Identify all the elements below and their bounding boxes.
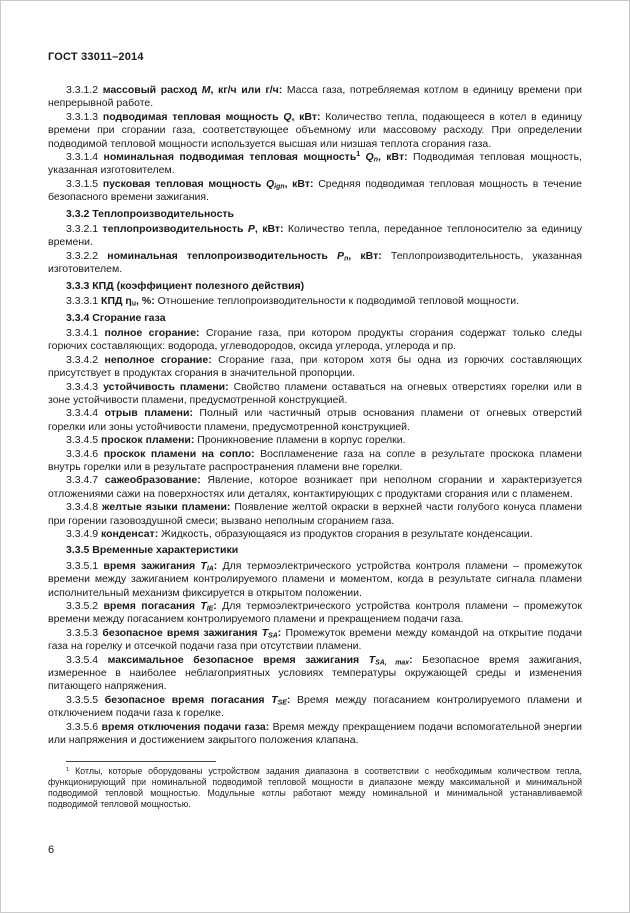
text-segment: Для термоэлектрического устройства контроля пламени – промежуток времени между погасанием контролируемого пламени и прекращением подачи газа. [48, 600, 582, 626]
text-segment: отрыв пламени: [104, 407, 200, 420]
text-segment: 3.3.4.4 [66, 407, 105, 420]
subscript-text: IE [206, 605, 214, 613]
text-segment: Q [266, 177, 275, 190]
text-segment: 3.3.1.2 [66, 84, 103, 96]
definition-paragraph [48, 474, 582, 501]
text-segment: М [201, 84, 211, 96]
text-segment: 3.3.1.4 [66, 151, 104, 164]
text-segment: 3.3.1.3 [66, 110, 103, 123]
text-segment: 3.3.5.3 [66, 626, 103, 639]
text-segment: , кВт: [348, 249, 391, 262]
subscript-text: SA, max [375, 659, 410, 667]
text-segment: , кВт: [377, 151, 414, 164]
text-segment: Жидкость, образующаяся из продуктов сгорания в результате конденсации. [161, 528, 533, 540]
text-segment: , кг/ч или г/ч: [210, 84, 287, 96]
text-segment: Появление желтой окраски в верхней части голубого конуса пламени при горении газовоздушной смеси; вызвано неполным сгоранием газа. [48, 501, 583, 527]
text-segment: полное сгорание: [104, 326, 206, 339]
text-segment: Р [337, 249, 345, 262]
text-segment: Полный или частичный отрыв основания пламени от огневых отверстий горелки или зоны устойчивости пламени, предусмотренной конструкцией. [48, 407, 583, 433]
text-segment: 3.3.2 Теплопроизводительность [66, 207, 235, 220]
definition-paragraph [48, 654, 582, 694]
definition-paragraph [48, 178, 582, 205]
text-segment: 3.3.2.2 [66, 249, 108, 262]
text-segment: Проникновение пламени в корпус горелки. [197, 434, 406, 447]
text-segment: время зажигания [103, 559, 201, 572]
text-segment: T [200, 600, 207, 613]
text-segment: желтые языки пламени: [102, 501, 235, 514]
text-segment: 3.3.5.6 [66, 720, 102, 733]
text-segment: Количество тепла, подающееся в котел в единицу времени при сгорании газа, соответствующее объемному или массовому расходу. При определении подводимой тепловой мощности используется высшая или низшая теплота сгорания газа. [48, 110, 583, 150]
text-segment: Котлы, которые оборудованы устройством задания диапазона в соответствии с необходимым количеством тепла, функционирующий при номинальной подводимой тепловой мощности в диапазоне между максимальной и минимальной подводимой тепловой мощностью. Модульные котлы работают между номинальной и минимальной устанавливаемой подводимой тепловой мощностью. [48, 765, 582, 809]
text-segment: : [213, 559, 223, 572]
text-segment: 3.3.4.6 [66, 447, 104, 460]
definition-paragraph [48, 528, 582, 541]
subscript-text: n [344, 255, 349, 263]
definition-paragraph [48, 354, 582, 381]
definition-paragraph [48, 501, 582, 528]
text-segment: Масса газа, потребляемая котлом в единицу времени при непрерывной работе. [48, 84, 583, 110]
footnote-divider [66, 761, 216, 762]
text-segment: Теплопроизводительность, указанная изготовителем. [48, 249, 583, 276]
text-segment: Р [247, 223, 255, 236]
text-segment: Безопасное время зажигания, измеренное в наиболее неблагоприятных условиях температуры окружающей среды и изменения питающего напряжения. [48, 653, 582, 693]
document-body [48, 84, 582, 748]
text-segment: 3.3.5 Временные характеристики [66, 544, 239, 557]
definition-paragraph [48, 448, 582, 475]
text-segment: Отношение теплопроизводительности к подводимой тепловой мощности. [157, 295, 519, 308]
page-number: 6 [48, 844, 55, 856]
text-segment: : [213, 600, 223, 613]
text-segment: Воспламенение газа на сопле в результате проскока пламени внутрь горелки или в результате распространения пламени вне горелки. [48, 447, 582, 473]
subscript-text: n [373, 156, 378, 164]
text-segment: 3.3.3 КПД (коэффициент полезного действия) [66, 279, 305, 292]
text-segment: T [200, 559, 207, 572]
text-segment: сажеобразование: [104, 474, 208, 487]
document-title: ГОСТ 33011–2014 [48, 51, 144, 63]
text-segment: T [261, 626, 269, 639]
text-segment: : [286, 693, 298, 706]
superscript-marker: 1 [66, 766, 70, 773]
text-segment: 3.3.4.2 [66, 353, 105, 366]
text-segment: Свойство пламени оставаться на огневых отверстиях горелки или в зоне устойчивости пламени, предусмотренной конструкцией. [48, 380, 582, 406]
text-segment: : [409, 653, 423, 666]
text-segment: неполное сгорание: [104, 353, 219, 366]
text-segment: , %: [136, 295, 158, 308]
text-segment: Явление, которое возникает при неполном сгорании и характеризуется отложениями сажи на поверхностях или деталях, контактирующих с продуктами сгорания или с пламенем. [48, 474, 583, 500]
footnote-text [48, 766, 582, 810]
text-segment: номинальная теплопроизводительность [107, 249, 338, 262]
text-segment: 3.3.3.1 [66, 295, 102, 308]
definition-paragraph [48, 560, 582, 600]
text-segment: 3.3.4.3 [66, 380, 104, 393]
text-segment: 3.3.4.7 [66, 474, 105, 487]
definition-paragraph [48, 84, 582, 111]
text-segment: время отключения подачи газа: [101, 720, 273, 733]
text-segment: 3.3.2.1 [66, 223, 103, 236]
text-segment: безопасное время погасания [104, 693, 272, 706]
subscript-text: SE [277, 699, 287, 707]
text-segment: 3.3.4.9 [66, 528, 102, 540]
text-segment: 3.3.4.5 [66, 434, 102, 447]
text-segment: : [277, 626, 286, 639]
text-segment: Q [365, 151, 374, 164]
definition-paragraph [48, 381, 582, 408]
text-segment: массовый расход [102, 84, 202, 96]
text-segment: Количество тепла, переданное теплоносителю за единицу времени. [48, 223, 582, 249]
text-segment: безопасное время зажигания [102, 626, 262, 639]
definition-paragraph [48, 250, 582, 277]
text-segment: 3.3.5.2 [66, 600, 104, 613]
text-segment: 3.3.4 Сгорание газа [66, 311, 166, 324]
definition-paragraph [48, 694, 582, 721]
text-segment: Q [283, 110, 292, 123]
text-segment: T [271, 693, 278, 706]
subscript-text: IA [206, 565, 214, 573]
definition-paragraph [48, 295, 582, 308]
section-heading [48, 208, 582, 221]
text-segment: , кВт: [254, 223, 288, 236]
text-segment: подводимая тепловая мощность [102, 110, 284, 123]
text-segment: номинальная подводимая тепловая мощность [103, 151, 357, 164]
definition-paragraph [48, 434, 582, 447]
subscript-text: u [131, 300, 137, 308]
text-segment: 3.3.1.5 [66, 177, 103, 190]
definition-paragraph [48, 721, 582, 748]
text-segment: Сгорание газа, при котором продукты сгорания содержат только следы горючих составляющих: водорода, углеводородов, оксида углерода, углерода и пр. [48, 326, 582, 353]
text-segment: Промежуток времени между командой на открытие подачи газа на горелку и отсечкой подачи газа при отсутствии пламени. [48, 626, 582, 653]
text-segment: 3.3.4.1 [66, 326, 105, 339]
text-segment: 3.3.5.4 [66, 653, 108, 666]
definition-paragraph [48, 407, 582, 434]
text-segment: теплопроизводительность [102, 223, 248, 236]
text-segment: T [368, 653, 376, 666]
definition-paragraph [48, 600, 582, 627]
definition-paragraph [48, 627, 582, 654]
definition-paragraph [48, 327, 582, 354]
superscript-marker: 1 [356, 151, 361, 159]
text-segment: время погасания [103, 600, 201, 613]
section-heading [48, 312, 582, 325]
definition-paragraph [48, 223, 582, 250]
text-segment: проскок пламени: [101, 434, 198, 447]
text-segment: проскок пламени на сопло: [103, 447, 261, 460]
text-segment: конденсат: [101, 528, 162, 540]
text-segment: 3.3.5.5 [66, 693, 105, 706]
subscript-text: ign [274, 183, 285, 191]
text-segment: максимальное безопасное время зажигания [107, 653, 369, 666]
section-heading [48, 544, 582, 557]
text-segment: Сгорание газа, при котором хотя бы одна из горючих составляющих присутствует в продуктах сгорания в значительной пропорции. [48, 353, 583, 380]
definition-paragraph [48, 111, 582, 151]
text-segment: Подводимая тепловая мощность, указанная изготовителем. [48, 151, 582, 177]
text-segment: 3.3.4.8 [66, 501, 103, 514]
subscript-text: SA [268, 632, 278, 640]
section-heading [48, 280, 582, 293]
text-segment: 3.3.5.1 [66, 559, 104, 572]
text-segment: Время между погасанием контролируемого пламени и отключением подачи газа к горелке. [48, 693, 582, 720]
text-segment: , кВт: [284, 177, 319, 190]
text-segment: пусковая тепловая мощность [102, 177, 266, 190]
text-segment: , кВт: [291, 110, 326, 123]
text-segment: Для термоэлектрического устройства контроля пламени – промежуток времени между зажиганием контролируемого пламени и моментом, когда в результате сигнала пламени исполнительный механизм фиксируется в открытом положении. [48, 559, 582, 599]
definition-paragraph [48, 151, 582, 178]
text-segment: Средняя подводимая тепловая мощность в течение безопасного времени зажигания. [48, 177, 582, 204]
text-segment: КПД η [101, 295, 132, 308]
text-segment: Время между прекращением подачи вспомогательной энергии или напряжения и достижением закрытого положения клапана. [48, 720, 583, 747]
text-segment: устойчивость пламени: [103, 380, 234, 393]
